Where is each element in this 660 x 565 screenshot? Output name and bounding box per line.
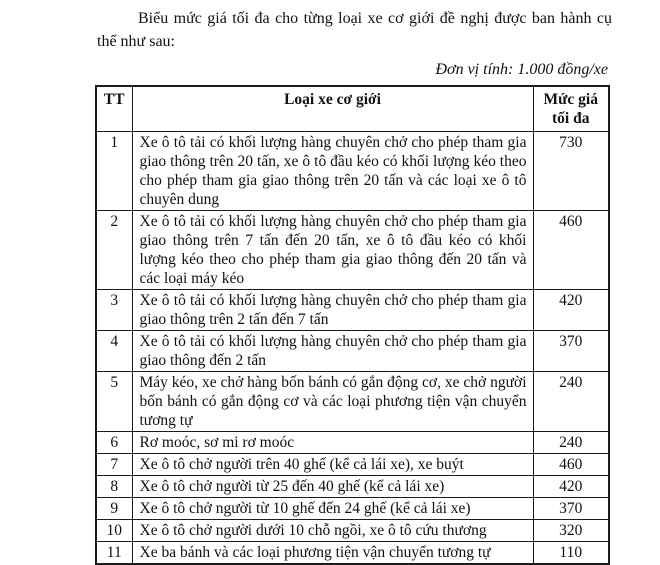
document-page <box>0 7 660 561</box>
row-number-cell: 4 <box>96 331 132 372</box>
row-number-cell: 11 <box>96 542 132 565</box>
vehicle-category-cell: Xe ô tô chở người từ 10 ghế đến 24 ghế (kể cả lái xe) <box>132 498 533 520</box>
row-number-cell: 10 <box>96 520 132 542</box>
table-row <box>96 432 609 454</box>
header-category: Loại xe cơ giới <box>132 86 533 132</box>
vehicle-category-cell: Xe ô tô tải có khối lượng hàng chuyên chở cho phép tham gia giao thông trên 7 tấn đến 20 tấn, xe ô tô đầu kéo có khối lượng kéo theo cho phép tham gia giao thông đến 20 tấn và các loại máy kéo <box>132 211 533 290</box>
row-number-cell: 6 <box>96 432 132 454</box>
max-price-cell: 460 <box>533 454 609 476</box>
max-price-cell: 370 <box>533 331 609 372</box>
table-row <box>96 454 609 476</box>
table-row <box>96 132 609 211</box>
intro-paragraph: Biểu mức giá tối đa cho từng loại xe cơ giới đề nghị được ban hành cụ thể như sau: <box>97 10 612 50</box>
vehicle-category-cell: Xe ô tô tải có khối lượng hàng chuyên chở cho phép tham gia giao thông trên 20 tấn, xe ô tô đầu kéo có khối lượng kéo theo cho phép tham gia giao thông trên 20 tấn và các loại xe ô tô chuyên dung <box>132 132 533 211</box>
max-price-cell: 320 <box>533 520 609 542</box>
table-row <box>96 211 609 290</box>
max-price-cell: 460 <box>533 211 609 290</box>
row-number-cell: 7 <box>96 454 132 476</box>
max-price-cell: 110 <box>533 542 609 565</box>
vehicle-category-cell: Xe ba bánh và các loại phương tiện vận chuyển tương tự <box>132 542 533 565</box>
row-number-cell: 1 <box>96 132 132 211</box>
row-number-cell: 8 <box>96 476 132 498</box>
vehicle-category-cell: Máy kéo, xe chở hàng bốn bánh có gắn động cơ, xe chở người bốn bánh có gắn động cơ và các loại phương tiện vận chuyển tương tự <box>132 372 533 432</box>
max-price-cell: 240 <box>533 372 609 432</box>
vehicle-category-cell: Xe ô tô tải có khối lượng hàng chuyên chở cho phép tham gia giao thông đến 2 tấn <box>132 331 533 372</box>
unit-note: Đơn vị tính: 1.000 đồng/xe <box>435 61 608 78</box>
header-tt: TT <box>96 86 132 132</box>
table-header-row <box>96 86 609 132</box>
table-row <box>96 372 609 432</box>
row-number-cell: 9 <box>96 498 132 520</box>
max-price-cell: 240 <box>533 432 609 454</box>
max-price-cell: 420 <box>533 476 609 498</box>
vehicle-category-cell: Xe ô tô chở người trên 40 ghế (kể cả lái xe), xe buýt <box>132 454 533 476</box>
max-price-cell: 370 <box>533 498 609 520</box>
max-price-cell: 730 <box>533 132 609 211</box>
row-number-cell: 2 <box>96 211 132 290</box>
table-row <box>96 520 609 542</box>
table-row <box>96 331 609 372</box>
row-number-cell: 5 <box>96 372 132 432</box>
max-price-table <box>95 85 610 565</box>
max-price-cell: 420 <box>533 290 609 331</box>
vehicle-category-cell: Rơ moóc, sơ mi rơ moóc <box>132 432 533 454</box>
row-number-cell: 3 <box>96 290 132 331</box>
table-row <box>96 542 609 565</box>
table-row <box>96 290 609 331</box>
header-price: Mức giá tối đa <box>533 86 609 132</box>
vehicle-category-cell: Xe ô tô tải có khối lượng hàng chuyên chở cho phép tham gia giao thông trên 2 tấn đến 7 tấn <box>132 290 533 331</box>
vehicle-category-cell: Xe ô tô chở người dưới 10 chỗ ngồi, xe ô tô cứu thương <box>132 520 533 542</box>
table-row <box>96 498 609 520</box>
table-row <box>96 476 609 498</box>
vehicle-category-cell: Xe ô tô chở người từ 25 đến 40 ghế (kể cả lái xe) <box>132 476 533 498</box>
